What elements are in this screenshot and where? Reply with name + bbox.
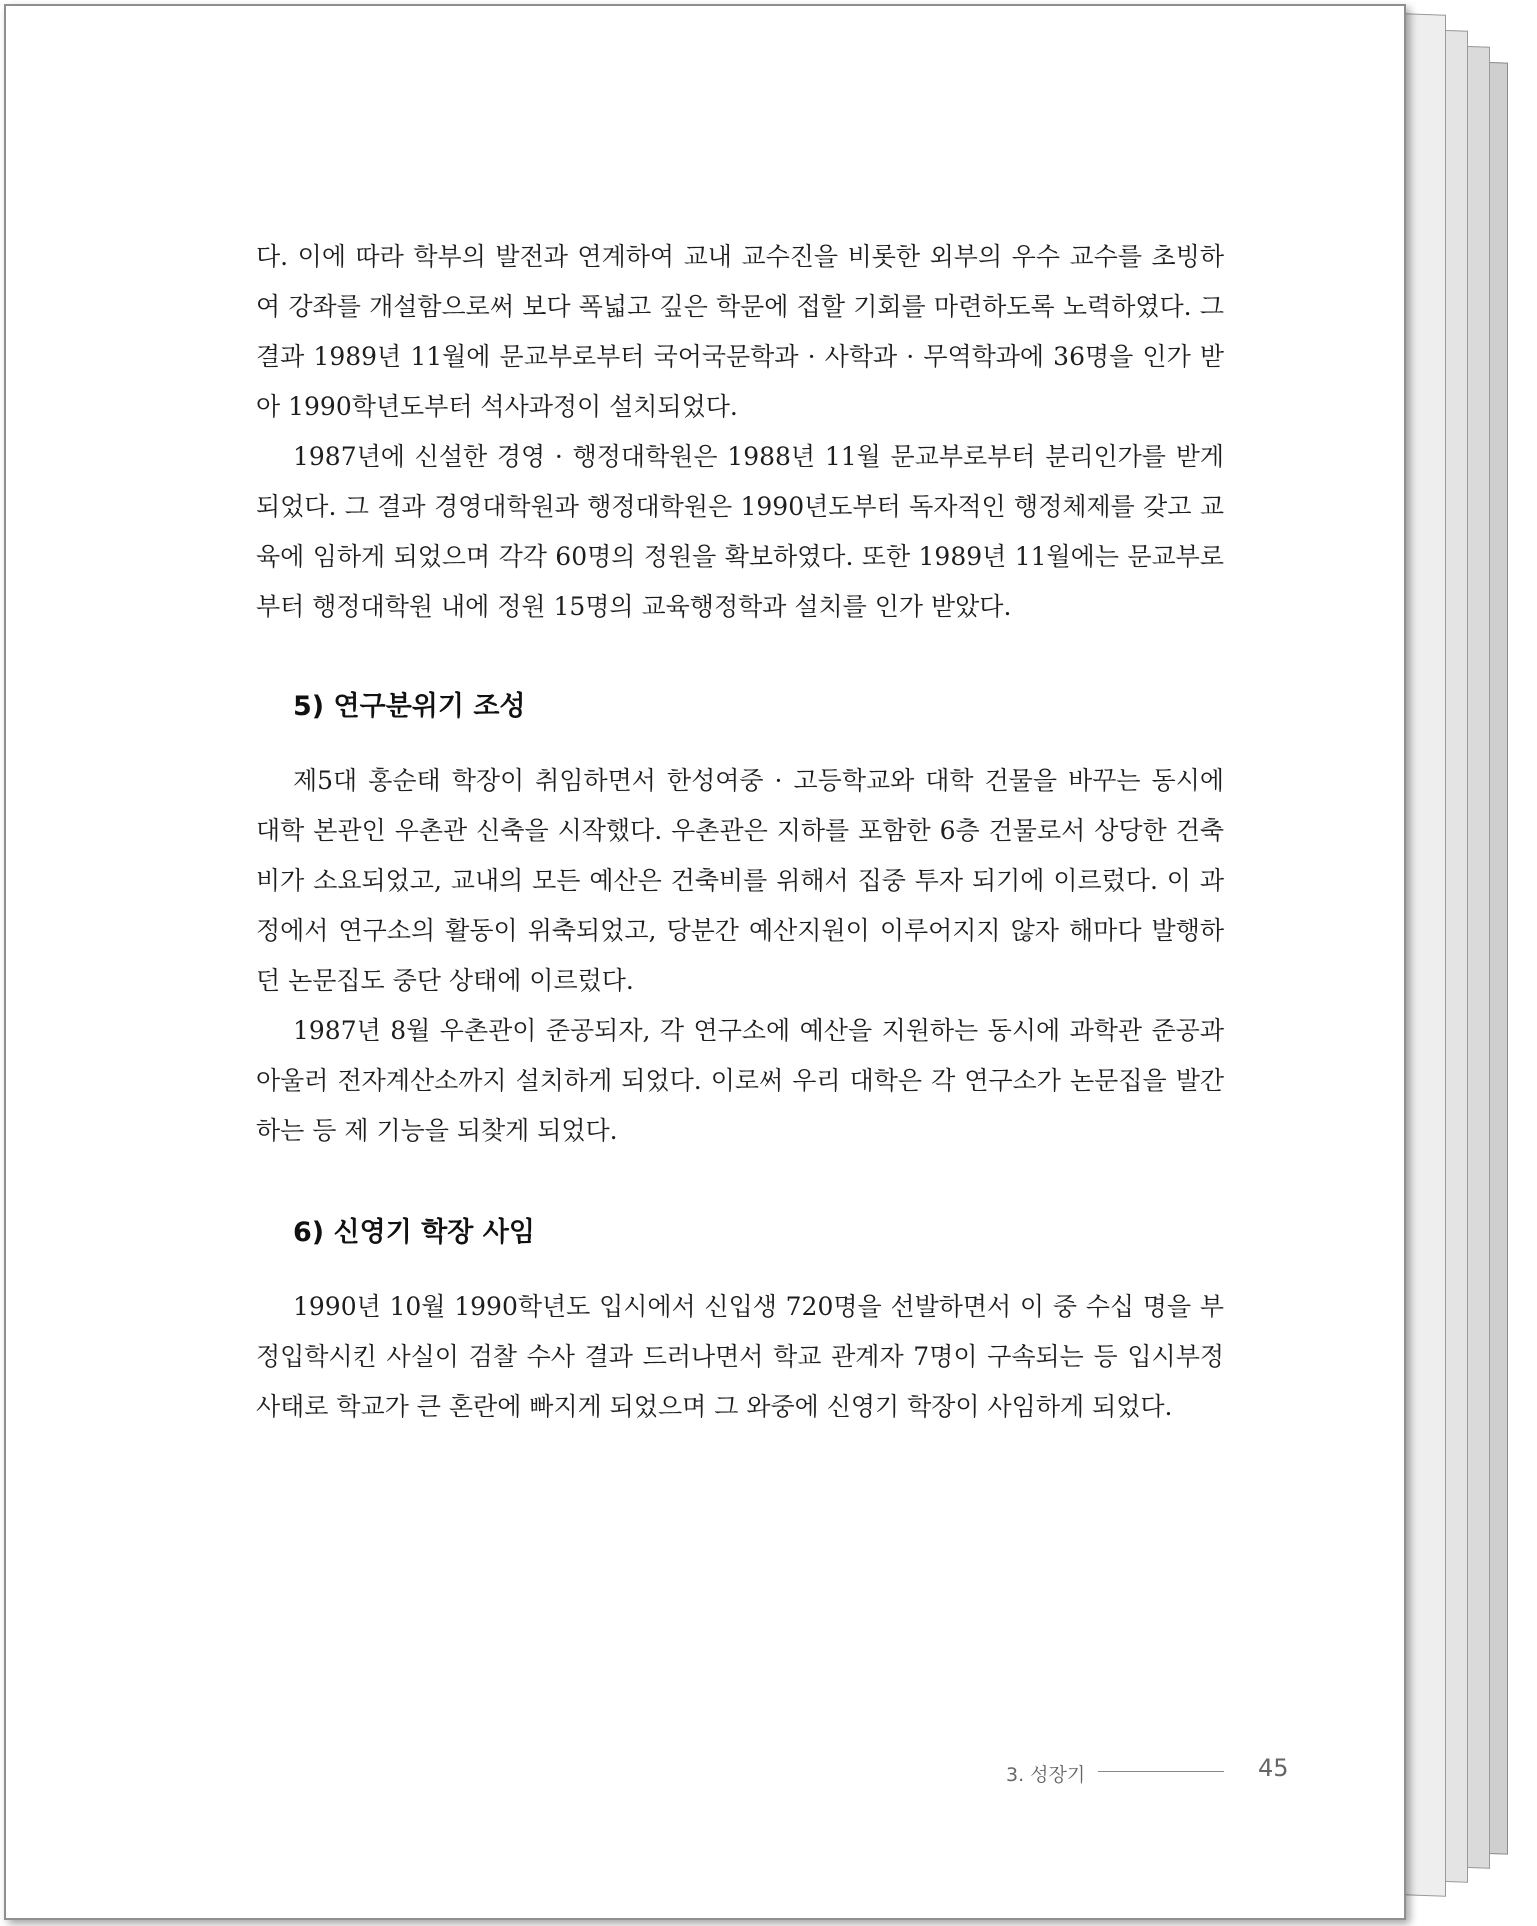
section-heading: 5) 연구분위기 조성 [293, 691, 526, 722]
paragraph: 1987년 8월 우촌관이 준공되자, 각 연구소에 예산을 지원하는 동시에 과학관 준공과 아울러 전자계산소까지 설치하게 되었다. 이로써 우리 대학은 각 연구소가 논문집을 발간하는 등 제 기능을 되찾게 되었다. [256, 1016, 1224, 1145]
page-footer [1006, 1752, 1306, 1792]
book-page [4, 4, 1406, 1920]
paragraph: 다. 이에 따라 학부의 발전과 연계하여 교내 교수진을 비롯한 외부의 우수 교수를 초빙하여 강좌를 개설함으로써 보다 폭넓고 깊은 학문에 접할 기회를 마련하도록 노력하였다. 그 결과 1989년 11월에 문교부로부터 국어국문학과 · 사학과 · 무역학과에 36명을 인가 받아 1990학년도부터 석사과정이 설치되었다. [256, 242, 1224, 421]
paragraph: 1987년에 신설한 경영 · 행정대학원은 1988년 11월 문교부로부터 분리인가를 받게 되었다. 그 결과 경영대학원과 행정대학원은 1990년도부터 독자적인 행정체제를 갖고 교육에 임하게 되었으며 각각 60명의 정원을 확보하였다. 또한 1989년 11월에는 문교부로부터 행정대학원 내에 정원 15명의 교육행정학과 설치를 인가 받았다. [256, 442, 1224, 621]
paragraph: 1990년 10월 1990학년도 입시에서 신입생 720명을 선발하면서 이 중 수십 명을 부정입학시킨 사실이 검찰 수사 결과 드러나면서 학교 관계자 7명이 구속되는 등 입시부정사태로 학교가 큰 혼란에 빠지게 되었으며 그 와중에 신영기 학장이 사임하게 되었다. [256, 1292, 1224, 1421]
running-footer-section: 3. 성장기 [1006, 1764, 1086, 1786]
page-stack-edge [1404, 13, 1446, 1896]
footer-rule [1098, 1771, 1224, 1772]
page-number: 45 [1258, 1754, 1289, 1782]
page-body [256, 232, 1224, 1432]
paragraph: 제5대 홍순태 학장이 취임하면서 한성여중 · 고등학교와 대학 건물을 바꾸는 동시에 대학 본관인 우촌관 신축을 시작했다. 우촌관은 지하를 포함한 6층 건물로서 상당한 건축비가 소요되었고, 교내의 모든 예산은 건축비를 위해서 집중 투자 되기에 이르렀다. 이 과정에서 연구소의 활동이 위축되었고, 당분간 예산지원이 이루어지지 않자 해마다 발행하던 논문집도 중단 상태에 이르렀다. [256, 766, 1224, 995]
section-heading: 6) 신영기 학장 사임 [293, 1217, 535, 1248]
